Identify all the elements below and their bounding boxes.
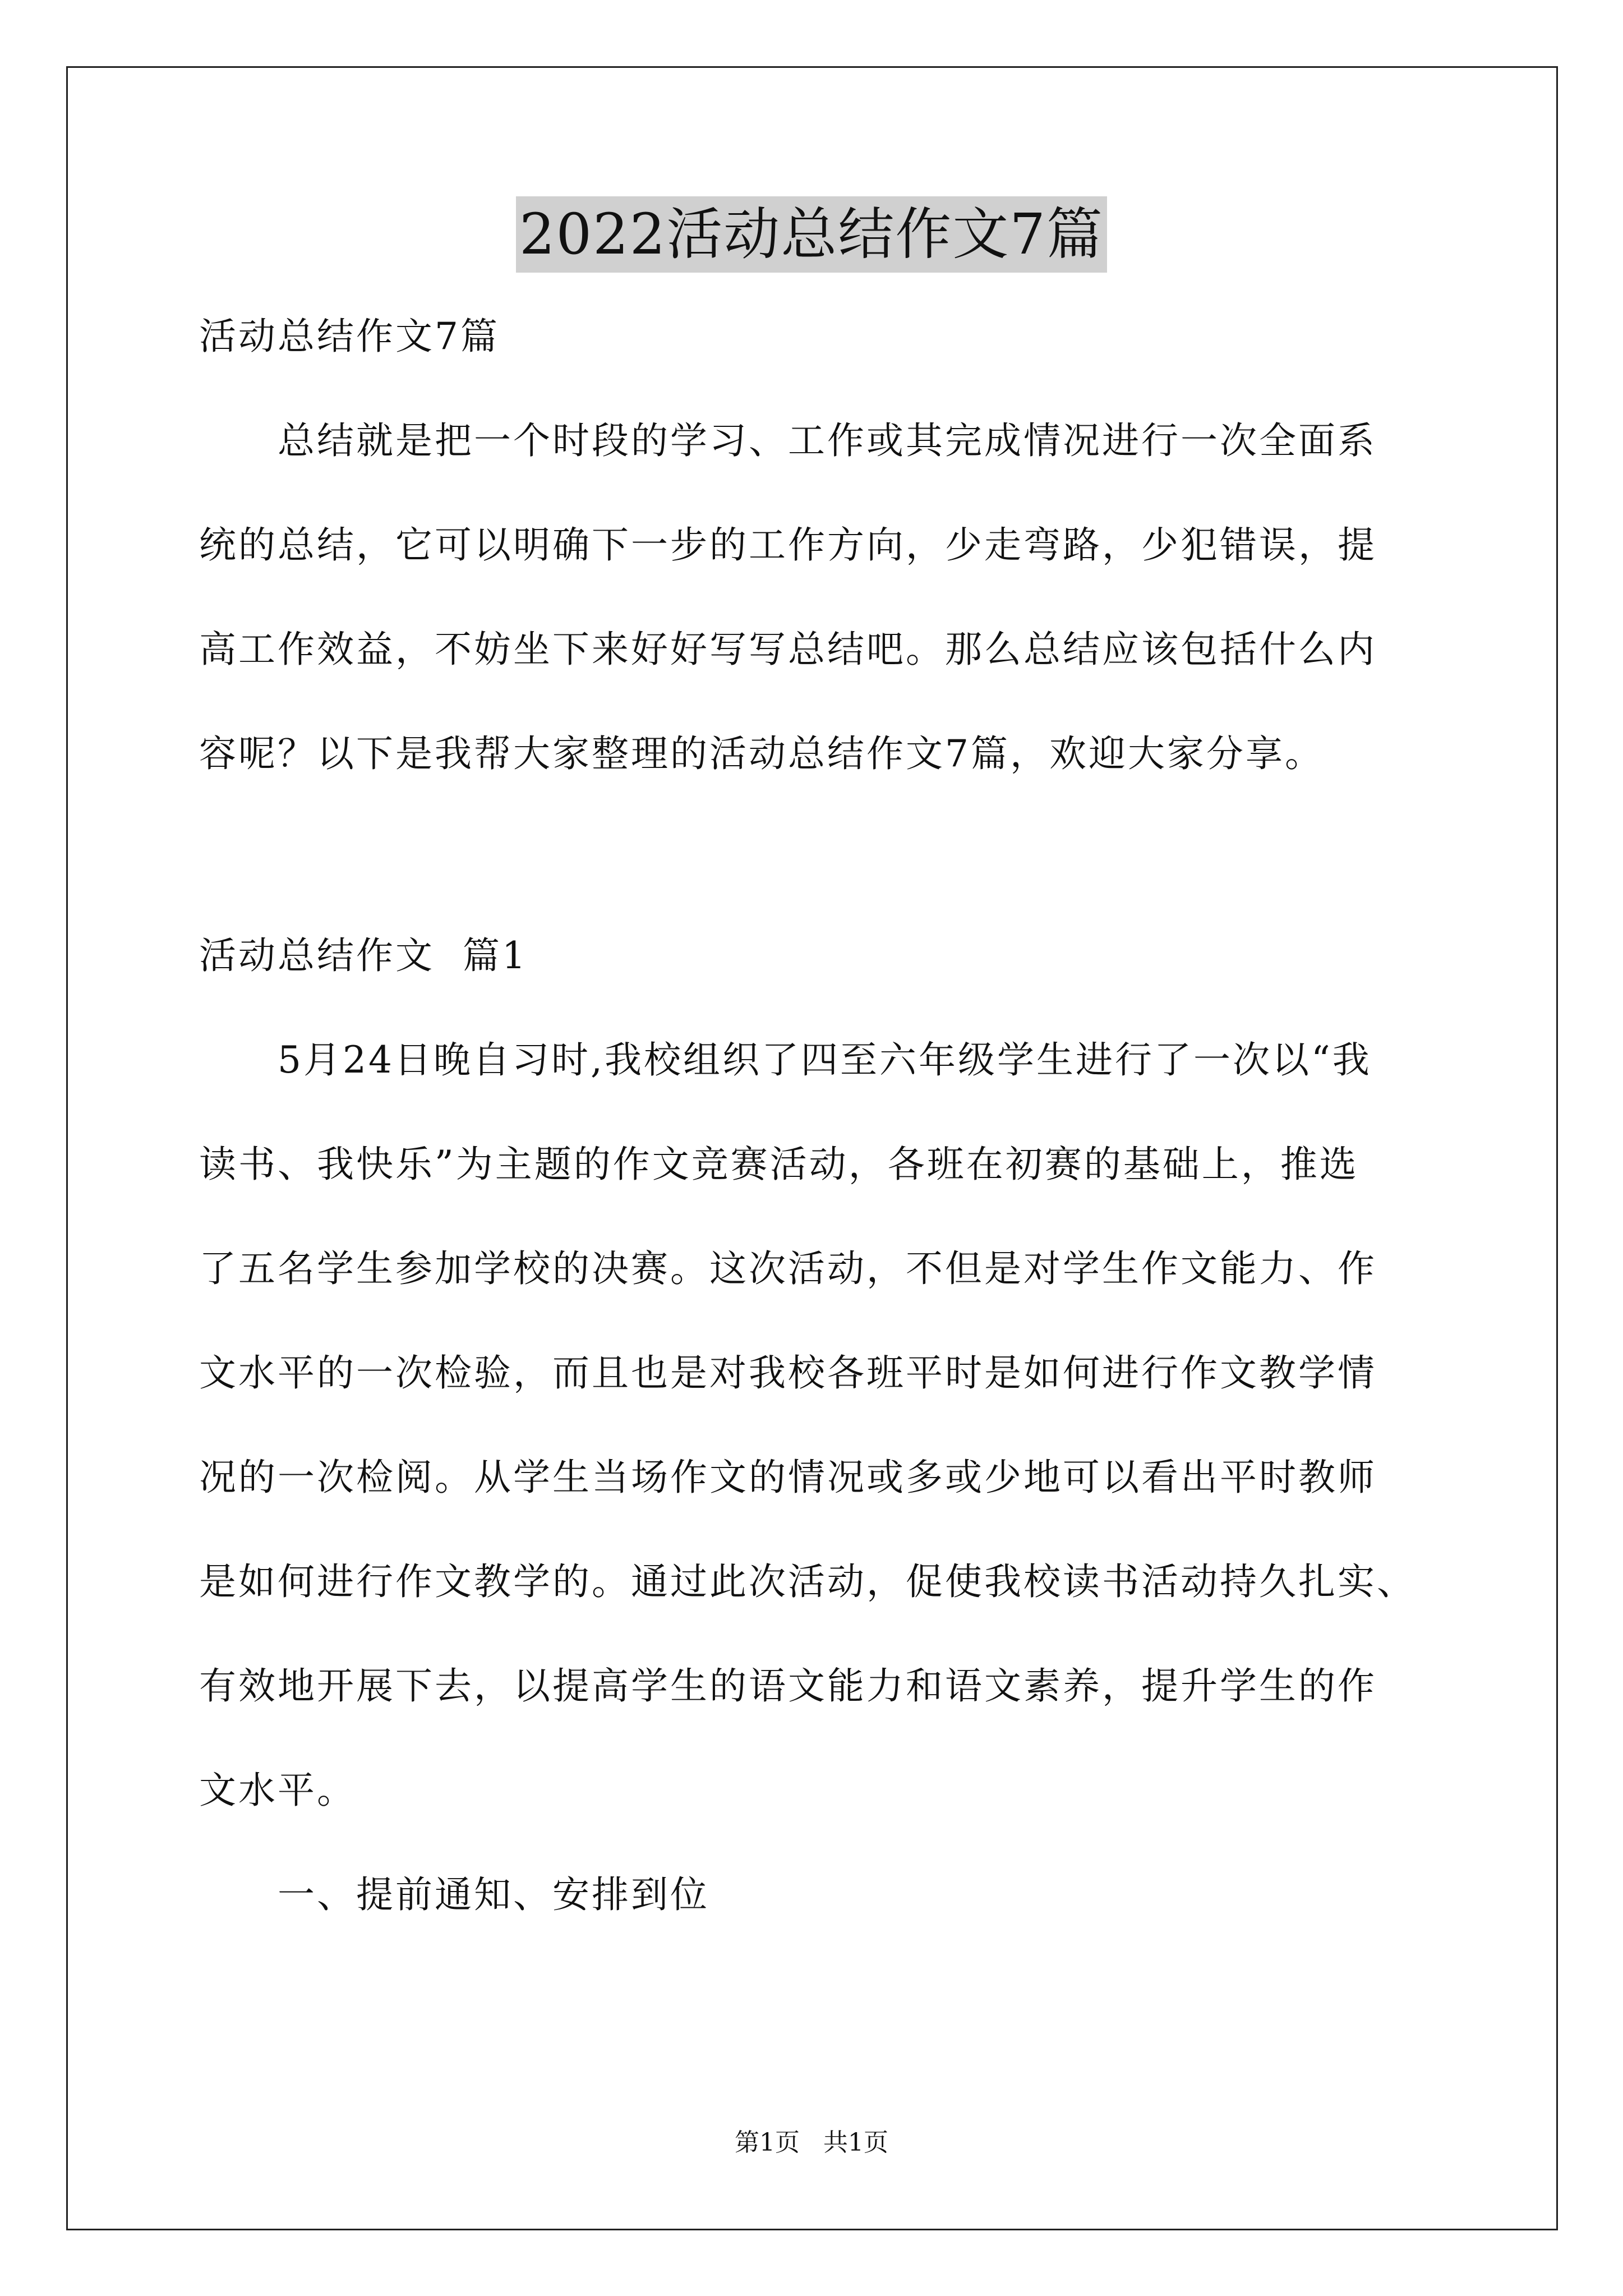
body-line: 是如何进行作文教学的。通过此次活动，促使我校读书活动持久扎实、 (199, 1560, 1416, 1603)
body-line: 文水平的一次检验，而且也是对我校各班平时是如何进行作文教学情 (199, 1351, 1377, 1395)
page-total: 共1页 (823, 2128, 888, 2157)
title-area (0, 196, 1623, 273)
body-line: 读书、我快乐”为主题的作文竞赛活动，各班在初赛的基础上，推选 (199, 1143, 1359, 1186)
body-line: 文水平。 (199, 1769, 356, 1812)
body-line: 5月24日晚自习时,我校组织了四至六年级学生进行了一次以“我 (278, 1038, 1372, 1082)
section-heading: 活动总结作文 篇1 (199, 934, 528, 977)
document-body (199, 309, 1433, 1923)
subheading: 一、提前通知、安排到位 (278, 1873, 709, 1916)
document-title: 2022活动总结作文7篇 (516, 196, 1107, 273)
body-line: 了五名学生参加学校的决赛。这次活动，不但是对学生作文能力、作 (199, 1247, 1377, 1290)
body-line: 况的一次检阅。从学生当场作文的情况或多或少地可以看出平时教师 (199, 1456, 1377, 1499)
subtitle: 活动总结作文7篇 (199, 315, 500, 358)
intro-line: 高工作效益，不妨坐下来好好写写总结吧。那么总结应该包括什么内 (199, 628, 1377, 671)
page-footer (0, 2126, 1623, 2160)
intro-line: 总结就是把一个时段的学习、工作或其完成情况进行一次全面系 (278, 419, 1377, 462)
intro-line: 容呢？以下是我帮大家整理的活动总结作文7篇，欢迎大家分享。 (199, 732, 1324, 775)
intro-line: 统的总结，它可以明确下一步的工作方向，少走弯路，少犯错误，提 (199, 523, 1377, 567)
body-line: 有效地开展下去，以提高学生的语文能力和语文素养，提升学生的作 (199, 1664, 1377, 1708)
page-number: 第1页 (735, 2128, 800, 2157)
